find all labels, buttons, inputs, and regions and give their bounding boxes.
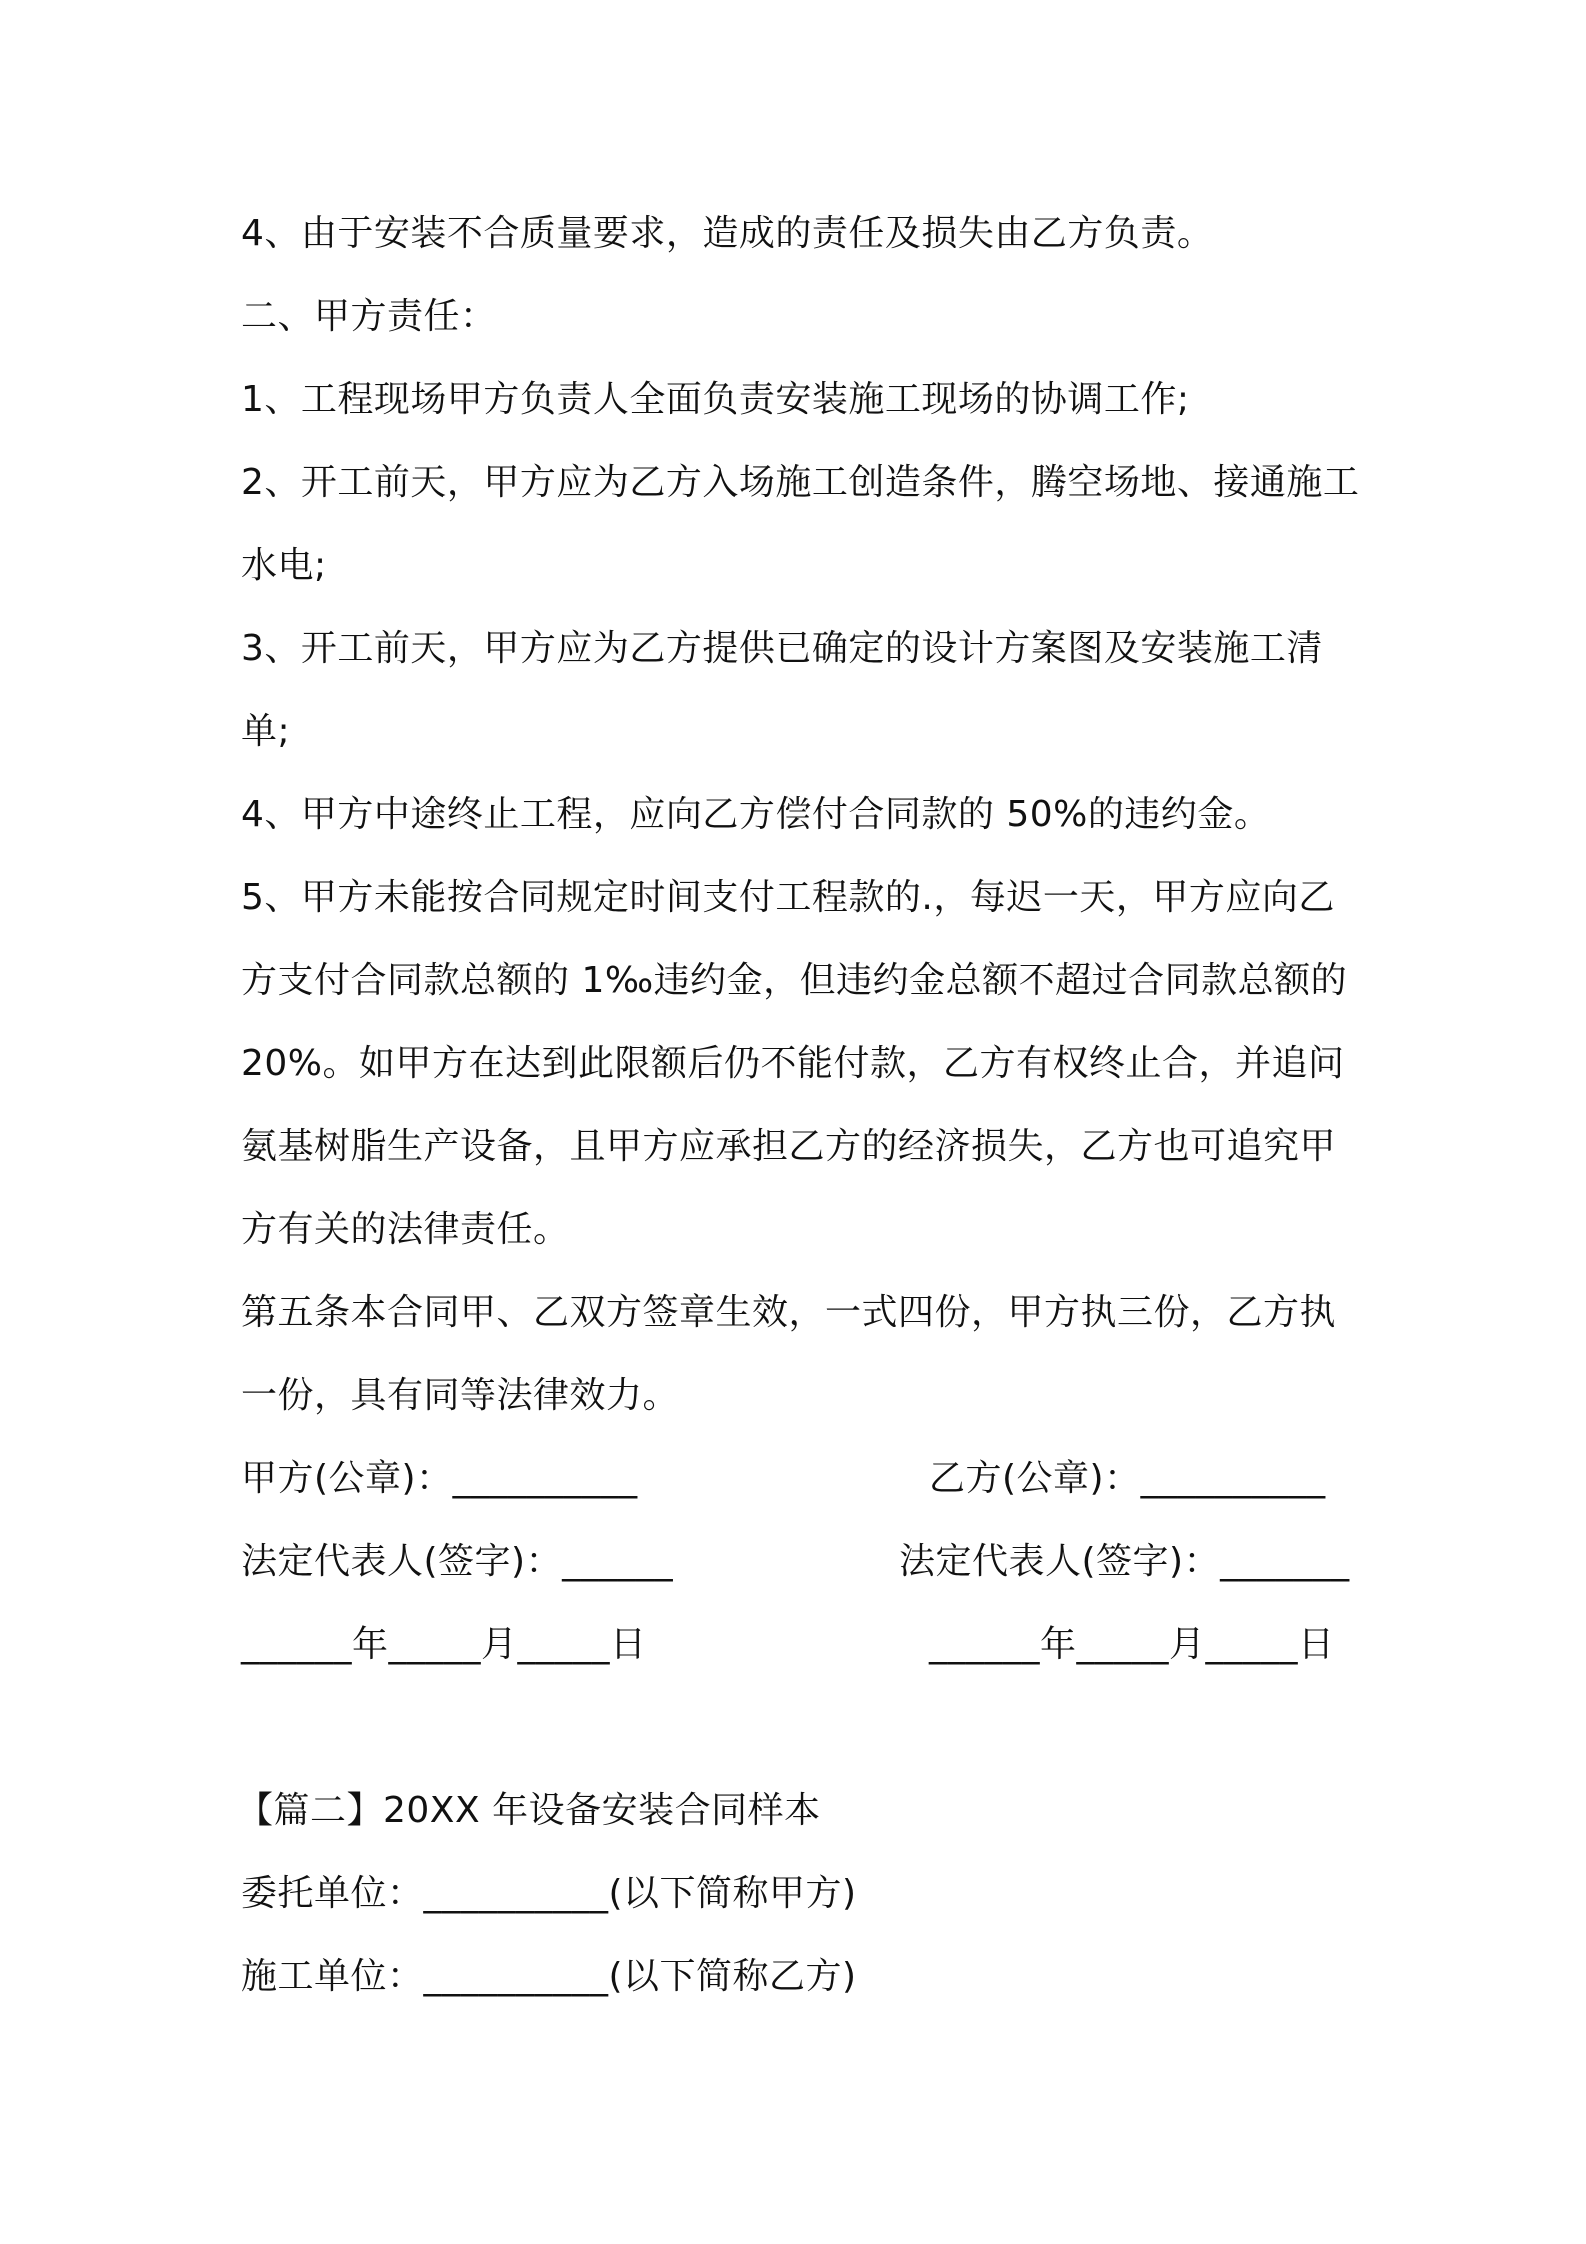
section-spacer — [241, 1686, 1361, 1769]
paragraph-party-a-item-4: 4、甲方中途终止工程，应向乙方偿付合同款的 50%的违约金。 — [241, 794, 1271, 835]
contractor-unit-line: 施工单位：__________(以下简称乙方) — [241, 1956, 857, 1997]
section-2-title: 【篇二】20XX 年设备安装合同样本 — [237, 1790, 821, 1831]
paragraph-party-a-item-5: 5、甲方未能按合同规定时间支付工程款的.，每迟一天，甲方应向乙方支付合同款总额的 1‰违约金，但违约金总额不超过合同款总额的 20%。如甲方在达到此限额后仍不能付款，乙方有权终止合，并追问氨基树脂生产设备，且甲方应承担乙方的经济损失，乙方也可追究甲方有关的法律责任。 — [241, 877, 1360, 1250]
heading-party-a-responsibility: 二、甲方责任： — [241, 296, 497, 337]
party-b-representative-field: 法定代表人(签字)：_______ — [899, 1541, 1350, 1582]
paragraph-party-a-item-1: 1、工程现场甲方负责人全面负责安装施工现场的协调工作; — [241, 379, 1190, 420]
document-body — [237, 192, 1361, 2018]
signature-row-date — [241, 1603, 1361, 1686]
paragraph-party-a-item-2: 2、开工前天，甲方应为乙方入场施工创造条件，腾空场地、接通施工水电; — [241, 462, 1360, 586]
signature-row-representative — [241, 1520, 1361, 1603]
client-unit-line: 委托单位：__________(以下简称甲方) — [241, 1873, 857, 1914]
party-a-representative-field: 法定代表人(签字)：______ — [241, 1541, 674, 1582]
party-a-date-field: ______年_____月_____日 — [241, 1624, 647, 1665]
paragraph-clause-4-quality: 4、由于安装不合质量要求，造成的责任及损失由乙方负责。 — [241, 213, 1214, 254]
signature-row-seal — [241, 1437, 1361, 1520]
party-b-date-field: ______年_____月_____日 — [929, 1624, 1335, 1665]
paragraph-party-a-item-3: 3、开工前天，甲方应为乙方提供已确定的设计方案图及安装施工清单; — [241, 628, 1323, 752]
party-b-seal-field: 乙方(公章)：__________ — [929, 1458, 1326, 1499]
party-a-seal-field: 甲方(公章)：__________ — [241, 1458, 638, 1499]
paragraph-article-5: 第五条本合同甲、乙双方签章生效，一式四份，甲方执三份，乙方执一份，具有同等法律效力。 — [241, 1292, 1337, 1416]
